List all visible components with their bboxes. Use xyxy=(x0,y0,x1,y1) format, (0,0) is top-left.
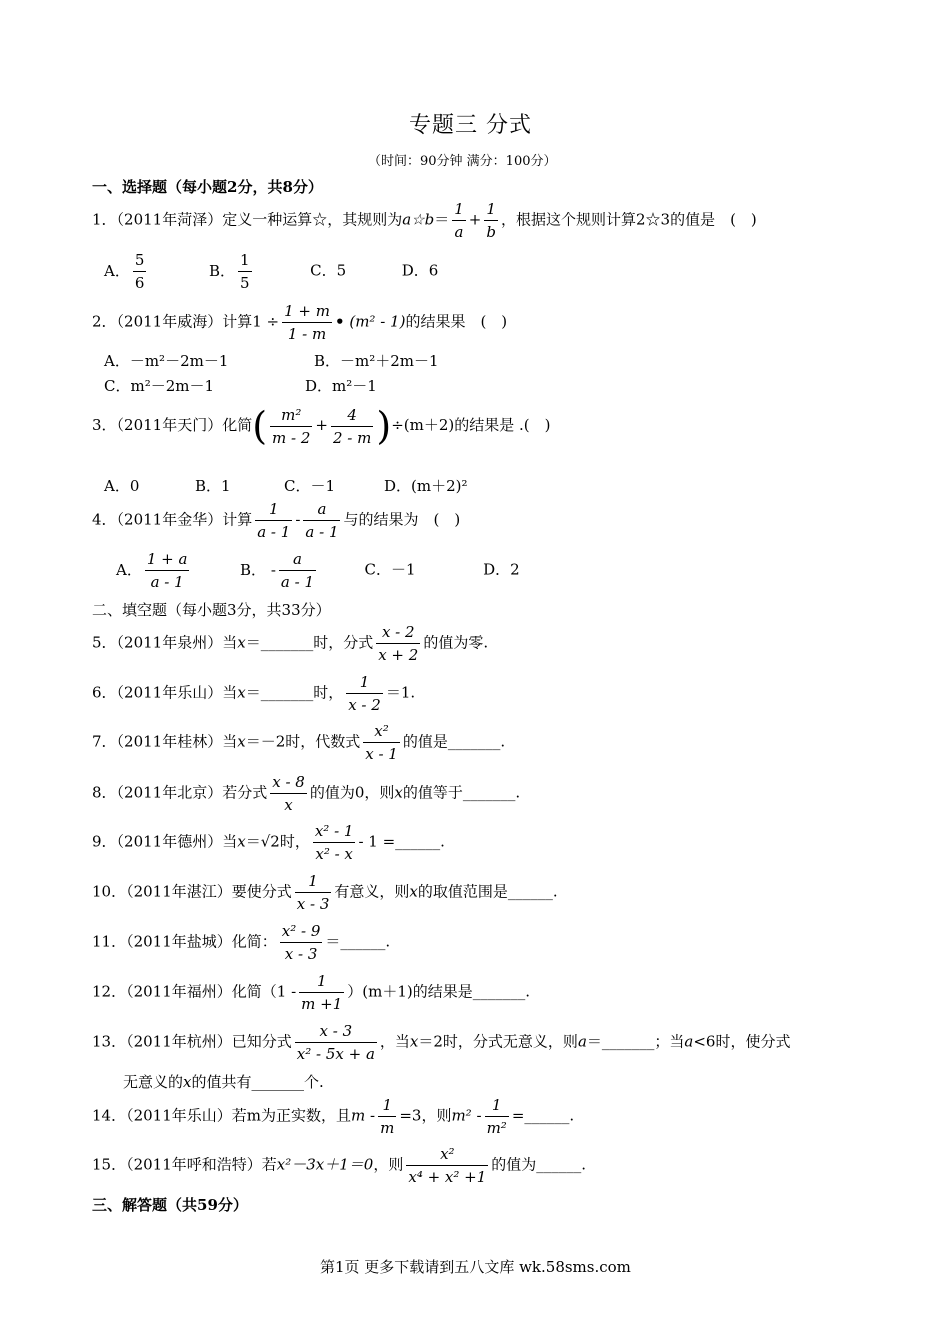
option-a: A．－m²－2m－1 xyxy=(104,352,229,370)
question-7: 7．（2011年桂林）当x＝－2时，代数式 $\frac{\text{x²}}{x - 1}$ 的值是_______. xyxy=(92,722,506,763)
question-10: 10．（2011年湛江）要使分式 $\frac{1}{x - 3}$ 有意义，则x的取值范围是______. xyxy=(92,872,558,913)
question-3: 3．（2011年天门）化简( $\frac{\text{m²}}{m - 2}$ + $\frac{4}{2 - m}$ )÷(m＋2)的结果是 .( ) xyxy=(92,404,551,448)
option-c: C．m²－2m－1 xyxy=(104,377,215,395)
section-answer-heading: 三、解答题（共59分） xyxy=(92,1196,248,1214)
section-fill-heading: 二、填空题（每小题3分，共33分） xyxy=(92,601,331,619)
question-4-options xyxy=(116,550,520,591)
question-2: 2．（2011年威海）计算1 ÷ $\frac{1 + m}{1 - m}$ • (m² - 1)的结果果 ( ) xyxy=(92,302,508,343)
page-footer: 第1页 更多下载请到五八文库 wk.58sms.com xyxy=(320,1258,631,1276)
question-5: 5．（2011年泉州）当x＝_______时，分式 $\frac{x - 2}{x + 2}$ 的值为零. xyxy=(92,623,489,664)
question-11: 11．（2011年盐城）化简： $\frac{\text{x² - 9}}{x - 3}$ ＝______. xyxy=(92,922,391,963)
question-1: 1．（2011年菏泽）定义一种运算☆，其规则为a☆b＝ $\frac{1}{a}$ + $\frac{1}{b}$ ，根据这个规则计算2☆3的值是 ( ) xyxy=(92,200,757,241)
question-9: 9．（2011年德州）当x＝√2时， $\frac{\text{x² - 1}}{\text{x² - x}}$ - 1 =______. xyxy=(92,822,445,863)
question-1-options xyxy=(104,251,438,292)
option-c: C．－1 xyxy=(364,560,416,579)
page-title: 专题三 分式 xyxy=(409,113,532,138)
exam-info: （时间：90分钟 满分：100分） xyxy=(368,154,557,169)
question-14: 14．（2011年乐山）若m为正实数，且m - $\frac{1}{m}$ =3，则m² - $\frac{1}{\text{m²}}$ =______. xyxy=(92,1096,575,1137)
question-6: 6．（2011年乐山）当x＝_______时， $\frac{1}{x - 2}$ ＝1. xyxy=(92,673,416,714)
question-8: 8．（2011年北京）若分式 $\frac{x - 8}{x}$ 的值为0，则x的值等于_______. xyxy=(92,773,521,814)
option-d: D．m²－1 xyxy=(305,377,377,395)
question-13: 13．（2011年杭州）已知分式 $\frac{x - 3}{\text{x² - 5x + a}}$ ，当x＝2时，分式无意义，则a＝_______；当a<6时，使分式 xyxy=(92,1022,791,1063)
option-a: A． $\frac{1 + a}{a - 1}$ xyxy=(116,550,188,591)
fraction: $\frac{1}{a}$ xyxy=(454,200,464,241)
option-b: B．1 xyxy=(195,477,231,495)
option-d: D．6 xyxy=(401,261,439,280)
fraction: $\frac{1}{b}$ xyxy=(486,200,496,241)
option-a: A． $\frac{5}{6}$ xyxy=(104,251,145,292)
question-15: 15．（2011年呼和浩特）若x²－3x＋1＝0，则 $\frac{\text{x²}}{\text{x⁴ + x² +1}}$ 的值为______. xyxy=(92,1145,587,1186)
option-c: C．5 xyxy=(310,261,347,280)
option-b: B．－m²＋2m－1 xyxy=(314,352,439,370)
option-c: C．－1 xyxy=(284,477,336,495)
option-b: B． $\frac{1}{5}$ xyxy=(208,251,250,292)
question-4: 4．（2011年金华）计算 $\frac{1}{a - 1}$ - $\frac{a}{a - 1}$ 与的结果为 ( ) xyxy=(92,500,461,541)
option-b: B． - $\frac{a}{a - 1}$ xyxy=(240,550,314,591)
option-d: D．(m＋2)² xyxy=(384,477,468,495)
question-13-line2: 无意义的x的值共有_______个. xyxy=(123,1073,324,1091)
option-d: D．2 xyxy=(483,560,520,579)
question-12: 12．（2011年福州）化简（1 - $\frac{1}{m +1}$ ）(m＋1)的结果是_______. xyxy=(92,972,531,1013)
section-choice-heading: 一、选择题（每小题2分，共8分） xyxy=(92,178,323,196)
option-a: A．0 xyxy=(104,477,140,495)
